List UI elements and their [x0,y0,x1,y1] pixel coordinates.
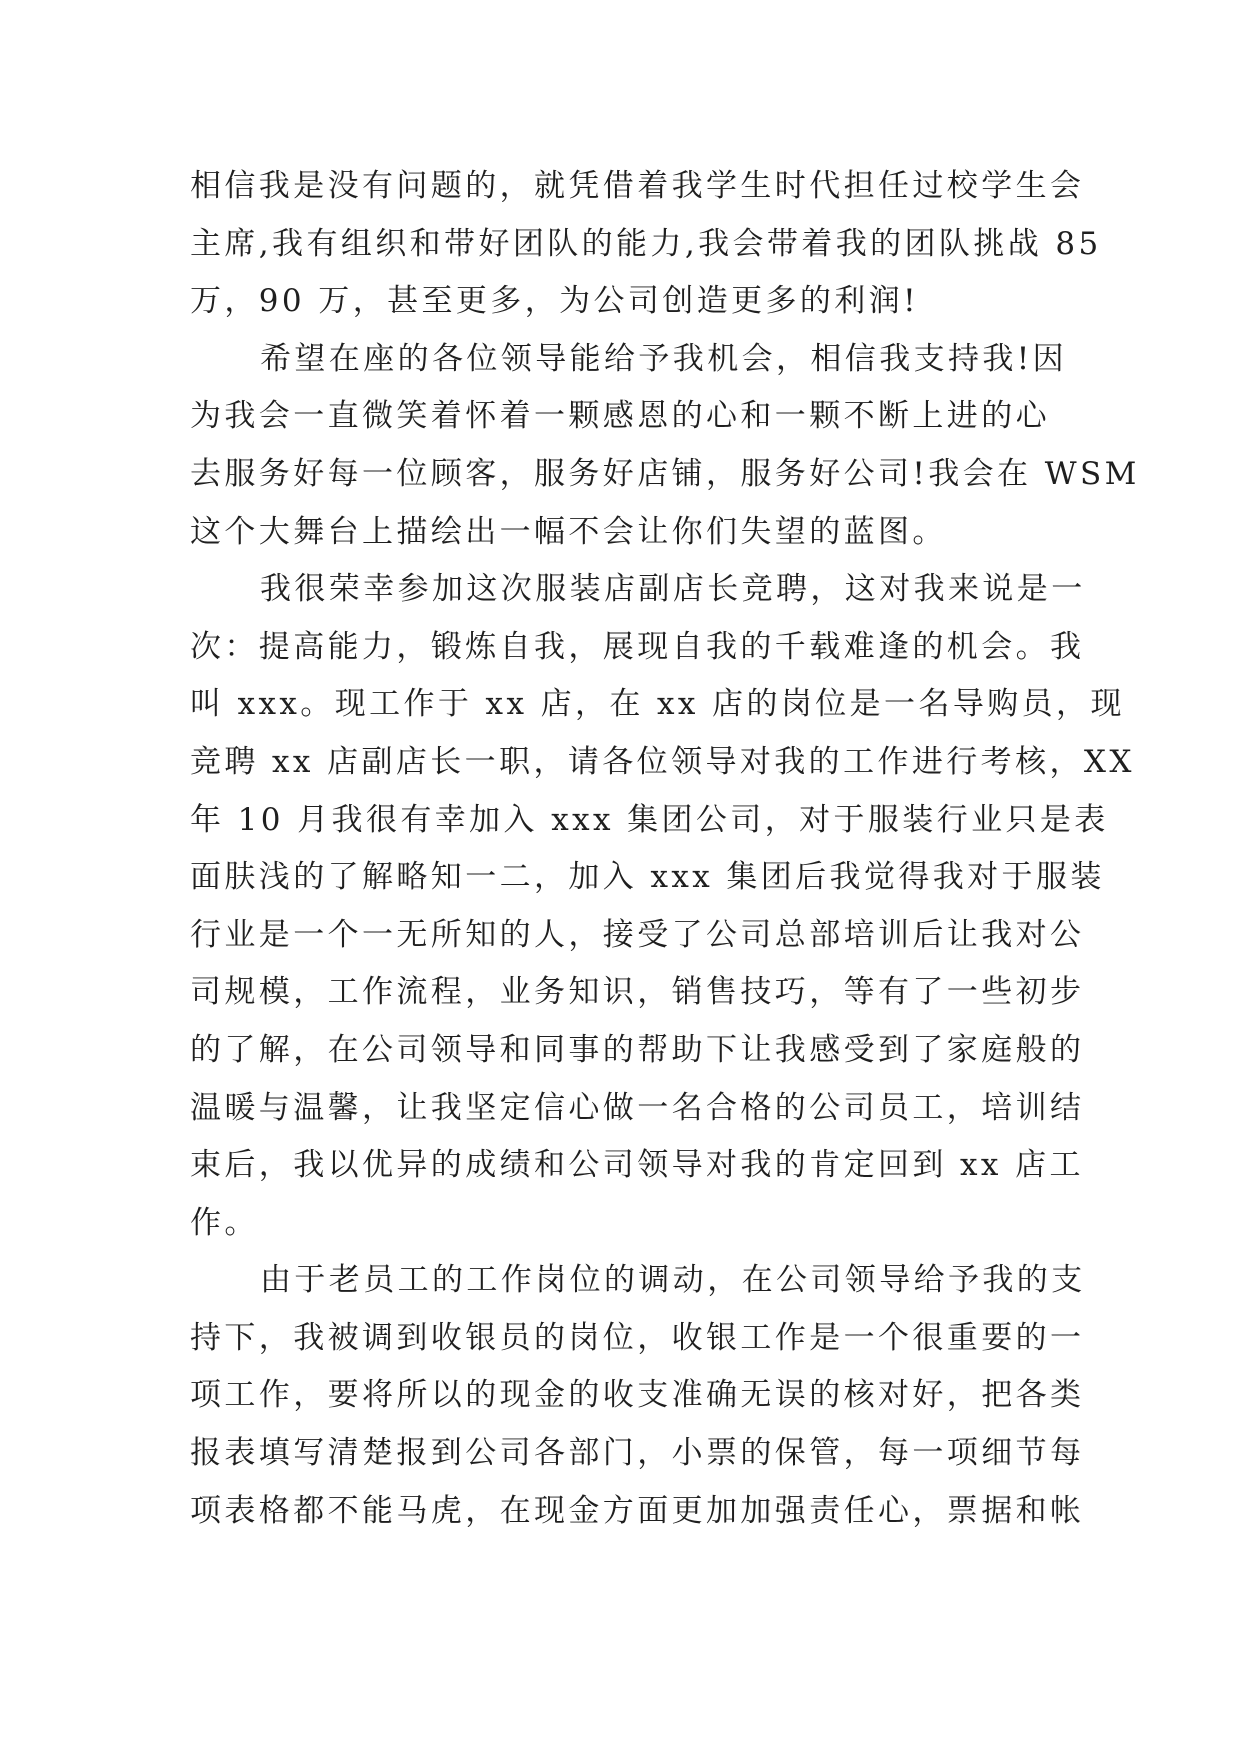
text-line: 项工作，要将所以的现金的收支准确无误的核对好，把各类 [190,1377,1085,1414]
text-line: 司规模，工作流程，业务知识，销售技巧，等有了一些初步 [190,974,1085,1011]
text-line: 报表填写清楚报到公司各部门，小票的保管，每一项细节每 [190,1435,1085,1472]
text-line: 这个大舞台上描绘出一幅不会让你们失望的蓝图。 [190,513,947,550]
text-line: 相信我是没有问题的，就凭借着我学生时代担任过校学生会 [190,168,1085,204]
text-line: 面肤浅的了解略知一二，加入 xxx 集团后我觉得我对于服装 [190,859,1105,896]
text-line: 作。 [190,1204,259,1241]
paragraph-first-line: 由于老员工的工作岗位的调动，在公司领导给予我的支 [260,1262,1086,1299]
text-line: 主席,我有组织和带好团队的能力,我会带着我的团队挑战 85 [190,225,1102,262]
document-body [190,158,1140,1540]
text-line: 的了解，在公司领导和同事的帮助下让我感受到了家庭般的 [190,1031,1085,1068]
text-line: 次：提高能力，锻炼自我，展现自我的千载难逢的机会。我 [190,628,1085,665]
text-line: 项表格都不能马虎，在现金方面更加加强责任心，票据和帐 [190,1492,1085,1529]
text-line: 万，90 万，甚至更多，为公司创造更多的利润! [190,283,919,320]
text-line: 温暖与温馨，让我坚定信心做一名合格的公司员工，培训结 [190,1089,1085,1126]
paragraph-first-line: 希望在座的各位领导能给予我机会，相信我支持我!因 [260,340,1068,377]
text-line: 为我会一直微笑着怀着一颗感恩的心和一颗不断上进的心 [190,398,1050,435]
text-line: 束后，我以优异的成绩和公司领导对我的肯定回到 xx 店工 [190,1147,1084,1184]
text-line: 行业是一个一无所知的人，接受了公司总部培训后让我对公 [190,916,1085,953]
text-line: 去服务好每一位顾客，服务好店铺，服务好公司!我会在 WSM [190,455,1140,492]
text-line: 叫 xxx。现工作于 xx 店，在 xx 店的岗位是一名导购员，现 [190,686,1125,723]
text-line: 持下，我被调到收银员的岗位，收银工作是一个很重要的一 [190,1319,1085,1356]
paragraph-first-line: 我很荣幸参加这次服装店副店长竞聘，这对我来说是一 [260,571,1086,608]
text-line: 竞聘 xx 店副店长一职，请各位领导对我的工作进行考核，XX [190,743,1135,780]
text-line: 年 10 月我很有幸加入 xxx 集团公司，对于服装行业只是表 [190,801,1109,838]
